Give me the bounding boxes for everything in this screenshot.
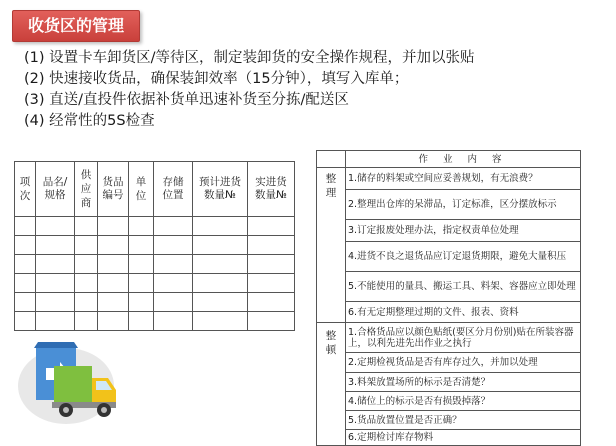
col-header: 实进货数量№ xyxy=(248,162,295,217)
table-cell xyxy=(98,217,129,236)
table-cell xyxy=(129,217,154,236)
table-cell xyxy=(75,255,98,274)
table-cell xyxy=(98,274,129,293)
table-row xyxy=(15,293,295,312)
checklist-item: 5.不能使用的量具、搬运工具、料架、容器应立即处理 xyxy=(346,272,581,302)
col-header: 单位 xyxy=(129,162,154,217)
table-cell xyxy=(98,236,129,255)
table-cell xyxy=(193,312,248,331)
table-cell xyxy=(75,293,98,312)
category-sort: 整理 xyxy=(317,168,346,323)
section-title: 收货区的管理 xyxy=(12,10,140,42)
table-cell xyxy=(15,217,36,236)
table-cell xyxy=(36,274,75,293)
checklist-item: 2.定期检视货品是否有库存过久，并加以处理 xyxy=(346,353,581,373)
table-cell xyxy=(15,236,36,255)
checklist-item: 4.进货不良之退货品应订定退货期限，避免大量积压 xyxy=(346,242,581,272)
table-row xyxy=(15,255,295,274)
loading-dock-truck-illustration xyxy=(16,326,124,426)
table-cell xyxy=(193,236,248,255)
table-cell xyxy=(154,312,193,331)
bullet-item: (2) 快速接收货品，确保装卸效率（15分钟），填写入库单； xyxy=(24,71,409,87)
checklist-item: 5.货品放置位置是否正确？ xyxy=(346,411,581,430)
five-s-checklist-table xyxy=(316,150,581,446)
table-cell xyxy=(15,293,36,312)
checklist-item: 3.料架放置场所的标示是否清楚？ xyxy=(346,373,581,392)
bullet-item: (3) 直送/直投件依据补货单迅速补货至分拣/配送区 xyxy=(24,92,349,108)
table-cell xyxy=(129,312,154,331)
col-header: 预计进货数量№ xyxy=(193,162,248,217)
table-cell xyxy=(248,312,295,331)
table-cell xyxy=(129,255,154,274)
table-cell xyxy=(15,255,36,274)
col-header: 货品编号 xyxy=(98,162,129,217)
table-header-row xyxy=(15,162,295,217)
table-cell xyxy=(248,236,295,255)
bullet-list xyxy=(24,48,475,132)
checklist-item: 2.整理出仓库的呆滞品，订定标准，区分摆放标示 xyxy=(346,190,581,220)
table-cell xyxy=(154,255,193,274)
table-cell xyxy=(154,274,193,293)
table-cell xyxy=(36,293,75,312)
dock-roof xyxy=(34,342,78,348)
table-cell xyxy=(154,236,193,255)
table-cell xyxy=(98,293,129,312)
table-cell xyxy=(36,255,75,274)
table-cell xyxy=(129,293,154,312)
bullet-item: (1) 设置卡车卸货区/等待区，制定装卸货的安全操作规程，并加以张贴 xyxy=(24,50,475,66)
table-cell xyxy=(75,236,98,255)
table-row xyxy=(15,217,295,236)
table-cell xyxy=(75,217,98,236)
checklist-item: 1.合格货品应以颜色贴纸(要区分月份别)贴在所装容器上，以利先进先出作业之执行 xyxy=(346,323,581,353)
checklist-item: 1.储存的料架或空间应妥善规划，有无浪费？ xyxy=(346,168,581,190)
table-cell xyxy=(75,274,98,293)
checklist-item: 4.储位上的标示是否有损毁掉落？ xyxy=(346,392,581,411)
table-row xyxy=(15,236,295,255)
table-cell xyxy=(154,217,193,236)
table-cell xyxy=(154,293,193,312)
checklist-item: 3.订定报废处理办法，指定权责单位处理 xyxy=(346,220,581,242)
col-header: 存储位置 xyxy=(154,162,193,217)
table-row xyxy=(15,274,295,293)
table-cell xyxy=(248,293,295,312)
table-cell xyxy=(129,236,154,255)
bullet-item: (4) 经常性的5S检查 xyxy=(24,113,155,129)
checklist-item: 6.有无定期整理过期的文件、报表、资料 xyxy=(346,302,581,323)
table-cell xyxy=(248,217,295,236)
table-cell xyxy=(193,293,248,312)
table-cell xyxy=(193,255,248,274)
col-header: 项次 xyxy=(15,162,36,217)
table-cell xyxy=(98,255,129,274)
table-cell xyxy=(193,274,248,293)
table-cell xyxy=(36,236,75,255)
col-header: 供应商 xyxy=(75,162,98,217)
table-cell xyxy=(248,274,295,293)
col-header: 品名/规格 xyxy=(36,162,75,217)
checklist-header: 作 业 内 容 xyxy=(346,151,581,168)
corner-cell xyxy=(317,151,346,168)
table-cell xyxy=(129,274,154,293)
category-straighten: 整顿 xyxy=(317,323,346,446)
table-cell xyxy=(193,217,248,236)
receiving-form-table xyxy=(14,161,295,331)
checklist-item: 6.定期检讨库存物料 xyxy=(346,430,581,446)
table-cell xyxy=(15,274,36,293)
table-cell xyxy=(248,255,295,274)
truck-cargo-box xyxy=(54,366,92,402)
table-cell xyxy=(36,217,75,236)
